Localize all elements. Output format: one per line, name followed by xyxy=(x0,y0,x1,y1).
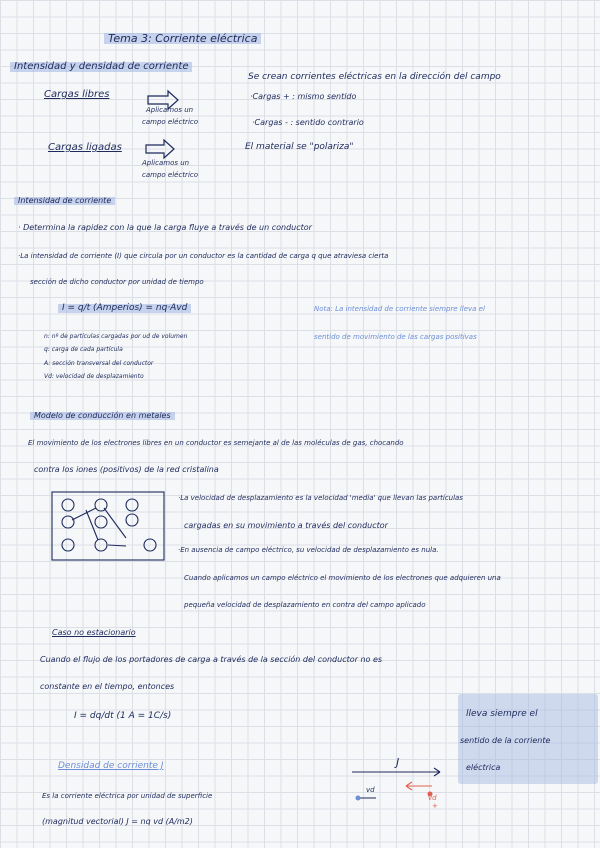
diagram-j-label: J xyxy=(396,756,400,769)
intensidad-def-1: ·La intensidad de corriente (I) que circula por un conductor es la cantidad de carga q que atraviesa cierta xyxy=(18,252,389,260)
def-a: A: sección transversal del conductor xyxy=(44,360,154,367)
nota-2: sentido de movimiento de las cargas positivas xyxy=(314,333,477,341)
caso-1: Cuando el flujo de los portadores de carga a través de la sección del conductor no es xyxy=(40,655,383,664)
lattice-diagram xyxy=(52,492,164,560)
arrow-icon xyxy=(146,140,174,158)
crean-corrientes: Se crean corrientes eléctricas en la dirección del campo xyxy=(248,72,501,82)
velocidad-2: cargadas en su movimiento a través del conductor xyxy=(184,521,388,530)
formula-dq-dt: I = dq/dt (1 A = 1C/s) xyxy=(74,711,172,721)
modelo-2: contra los iones (positivos) de la red cristalina xyxy=(34,465,219,474)
determina: · Determina la rapidez con la que la carga fluye a través de un conductor xyxy=(18,223,312,232)
aplicamos-2a: Aplicamos un xyxy=(142,159,190,167)
cargas-positivas: ·Cargas + : mismo sentido xyxy=(250,92,357,101)
aplicamos-1b: campo eléctrico xyxy=(142,118,199,126)
cargas-libres: Cargas libres xyxy=(44,89,110,100)
aplicamos-1a: Aplicamos un xyxy=(146,106,194,114)
velocidad-1: ·La velocidad de desplazamiento es la velocidad 'media' que llevan las partículas xyxy=(178,494,463,502)
heading-intensidad-densidad: Intensidad y densidad de corriente xyxy=(10,62,192,72)
ausencia-2: Cuando aplicamos un campo eléctrico el movimiento de los electrones que adquieren una xyxy=(184,574,501,582)
aplicamos-2b: campo eléctrico xyxy=(142,171,199,179)
material-polariza: El material se "polariza" xyxy=(245,142,354,152)
cargas-ligadas: Cargas ligadas xyxy=(48,142,122,153)
heading-densidad: Densidad de corriente J xyxy=(58,761,164,771)
caso-2: constante en el tiempo, entonces xyxy=(40,682,175,691)
arrow-icon xyxy=(148,91,178,109)
nota-1: Nota: La intensidad de corriente siempre lleva el xyxy=(314,305,485,313)
intensidad-def-2: sección de dicho conductor por unidad de tiempo xyxy=(30,278,204,286)
heading-intensidad: Intensidad de corriente xyxy=(14,197,115,205)
heading-caso: Caso no estacionario xyxy=(52,628,136,637)
def-n: n: nº de partículas cargadas por ud de volumen xyxy=(44,333,188,340)
vector-j-diagram xyxy=(352,768,440,801)
formula-intensidad: I = q/t (Amperios) = nq·Avd xyxy=(58,304,191,313)
ausencia-1: ·En ausencia de campo eléctrico, su velocidad de desplazamiento es nula. xyxy=(178,546,439,554)
cargas-negativas: ·Cargas - : sentido contrario xyxy=(252,118,364,127)
diagram-vd-label-2: vd xyxy=(428,794,437,802)
ion-plus-label: + xyxy=(432,802,438,810)
def-q: q: carga de cada partícula xyxy=(44,346,123,353)
def-vd: Vd: velocidad de desplazamiento xyxy=(44,373,144,380)
page-title: Tema 3: Corriente eléctrica xyxy=(104,33,261,44)
heading-modelo: Modelo de conducción en metales xyxy=(30,412,175,420)
densidad-1: Es la corriente eléctrica por unidad de superficie xyxy=(42,792,213,800)
diagram-vd-label-1: vd xyxy=(366,786,375,794)
ausencia-3: pequeña velocidad de desplazamiento en contra del campo aplicado xyxy=(184,601,426,609)
lleva-3: eléctrica xyxy=(466,763,501,772)
lleva-1: lleva siempre el xyxy=(466,709,538,719)
lleva-2: sentido de la corriente xyxy=(460,736,551,745)
modelo-1: El movimiento de los electrones libres en un conductor es semejante al de las moléculas de gas, chocando xyxy=(28,439,404,447)
densidad-2: (magnitud vectorial) J = nq vd (A/m2) xyxy=(42,817,193,826)
